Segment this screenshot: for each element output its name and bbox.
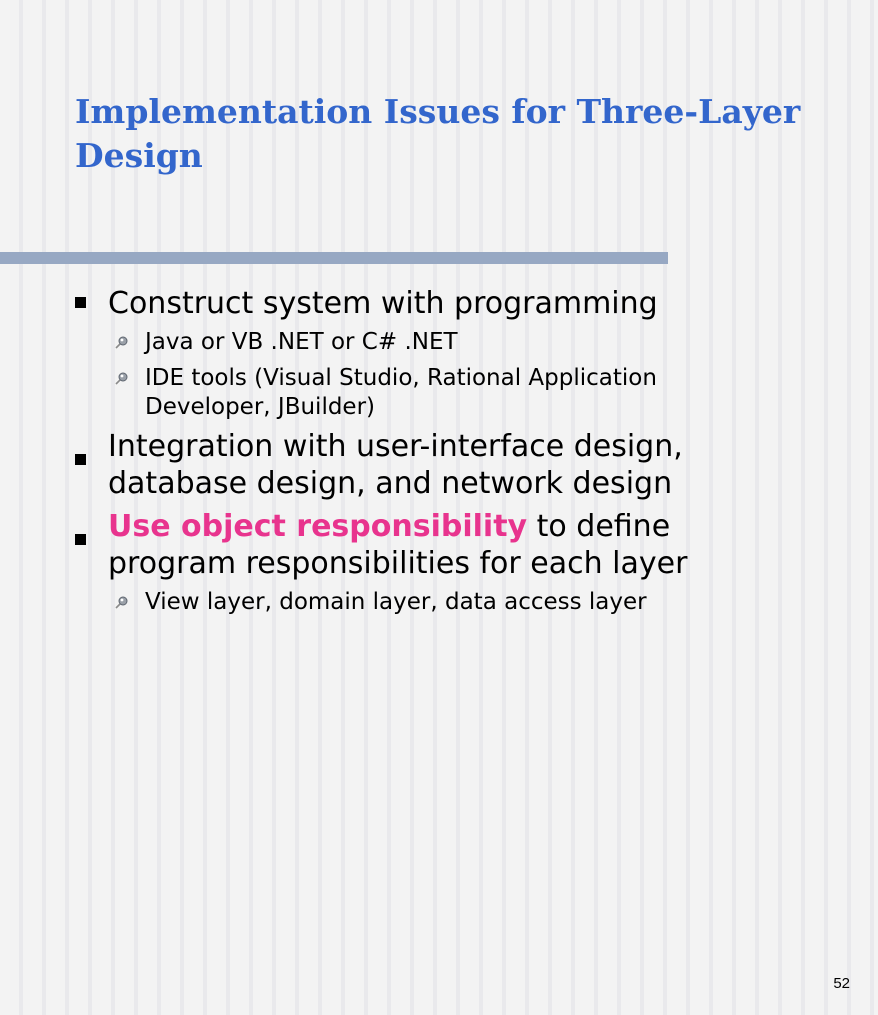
subbullet-languages: Java or VB .NET or C# .NET (145, 329, 458, 355)
square-bullet-icon (75, 297, 86, 308)
square-bullet-icon (75, 454, 86, 465)
bullet-object-responsibility (108, 508, 768, 582)
bullet-continuation-text: to define program responsibilities for each layer (108, 509, 688, 581)
slide-title: Implementation Issues for Three-Layer Design (75, 92, 801, 175)
bullet-integration: Integration with user-interface design, database design, and network design (108, 429, 683, 501)
bullet-construct-system: Construct system with programming (108, 286, 658, 321)
subbullet-layers: View layer, domain layer, data access layer (145, 589, 647, 615)
pin-bullet-icon (114, 372, 128, 386)
pin-bullet-icon (114, 596, 128, 610)
emphasis-text: Use object responsibility (108, 509, 528, 544)
subbullet-ide-tools: IDE tools (Visual Studio, Rational Application Developer, JBuilder) (145, 365, 657, 420)
square-bullet-icon (75, 534, 86, 545)
pin-bullet-icon (114, 336, 128, 350)
page-number: 52 (833, 975, 850, 992)
title-underline-bar (0, 252, 668, 264)
